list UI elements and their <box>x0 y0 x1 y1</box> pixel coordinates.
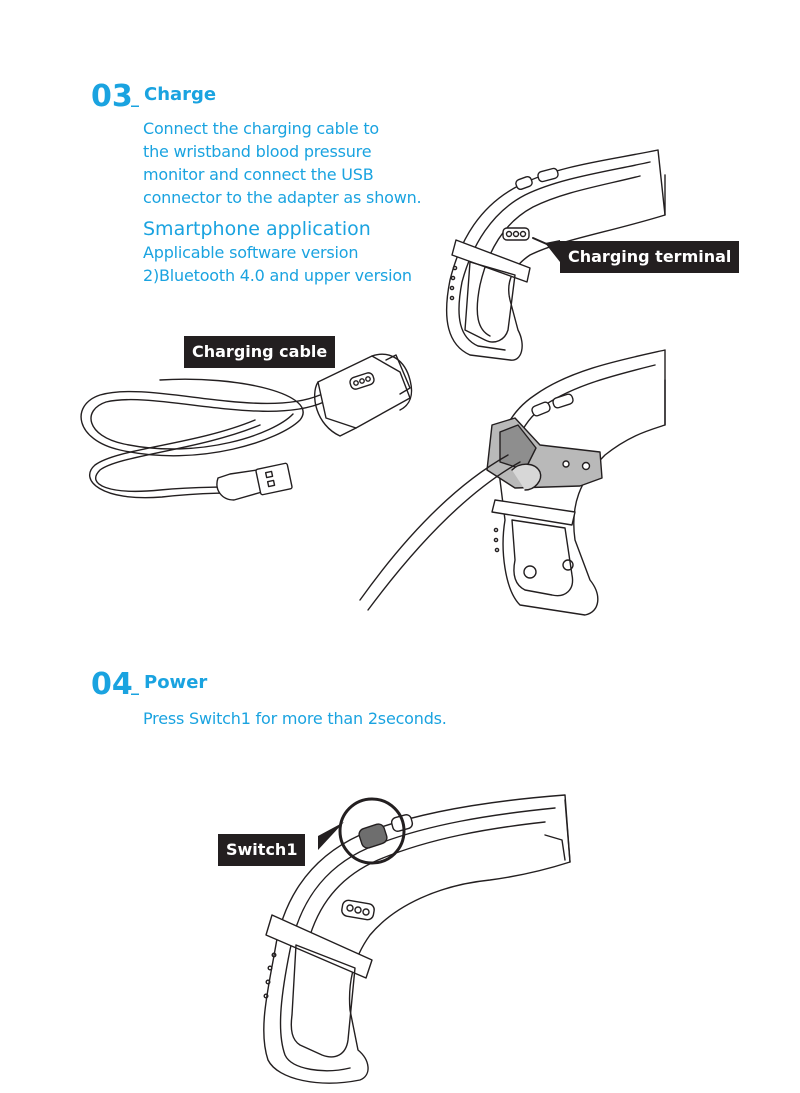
terminal-pointer <box>545 240 560 262</box>
charge-instructions <box>143 117 463 209</box>
power-instruction: Press Switch1 for more than 2seconds. <box>143 709 447 728</box>
section-number-04: 04 <box>91 667 133 702</box>
charge-line: Connect the charging cable to <box>143 119 380 138</box>
charge-line: monitor and connect the USB <box>143 165 374 184</box>
label-switch1: Switch1 <box>218 834 305 866</box>
label-charging-terminal: Charging terminal <box>560 241 739 273</box>
label-charging-cable: Charging cable <box>184 336 335 368</box>
app-detail-line: 2)Bluetooth 4.0 and upper version <box>143 266 412 285</box>
section-title-power: Power <box>144 672 208 693</box>
section-title-charge: Charge <box>144 84 217 105</box>
charge-line: the wristband blood pressure <box>143 142 372 161</box>
smartphone-app-details <box>143 241 463 287</box>
wristband-illustration-switch <box>264 795 570 1083</box>
app-detail-line: Applicable software version <box>143 243 359 262</box>
charging-cable-illustration <box>81 354 411 500</box>
section-dash-04: _ <box>131 676 139 695</box>
section-dash-03: _ <box>131 88 139 107</box>
charge-line: connector to the adapter as shown. <box>143 188 422 207</box>
section-number-03: 03 <box>91 79 133 114</box>
smartphone-app-heading: Smartphone application <box>143 218 371 240</box>
